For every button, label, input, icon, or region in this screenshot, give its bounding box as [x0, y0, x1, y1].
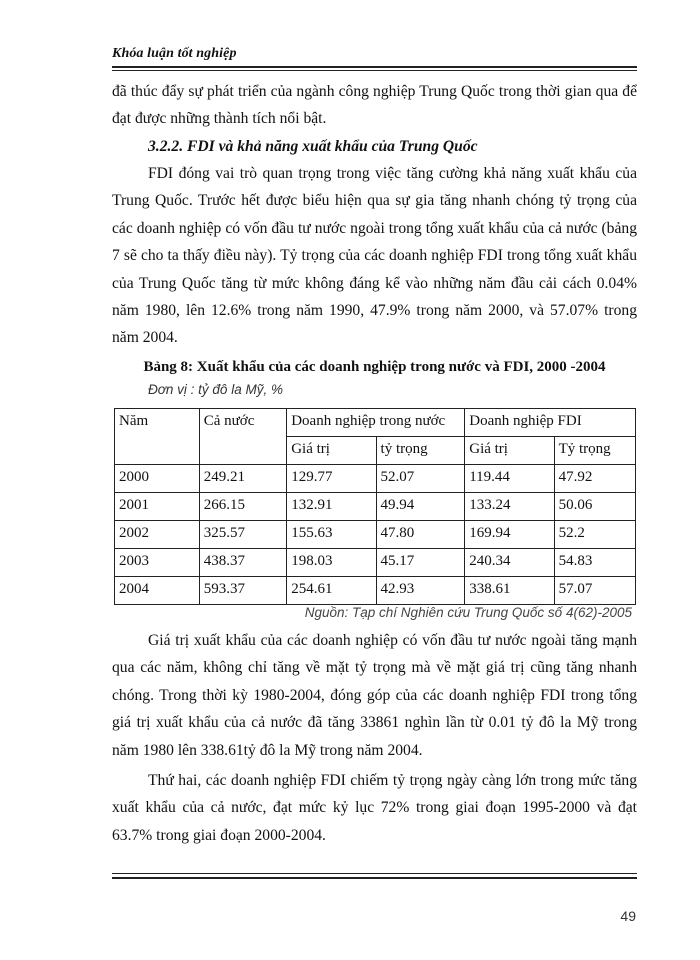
cell-fdi-share: 57.07: [554, 577, 635, 605]
cell-fdi-value: 338.61: [465, 577, 554, 605]
cell-year: 2003: [115, 549, 200, 577]
cell-domestic-value: 132.91: [287, 493, 376, 521]
table-row: [115, 521, 636, 549]
cell-fdi-value: 240.34: [465, 549, 554, 577]
cell-domestic-value: 155.63: [287, 521, 376, 549]
intro-paragraph: đã thúc đẩy sự phát triển của ngành công nghiệp Trung Quốc trong thời gian qua để đạt được những thành tích nổi bật.: [112, 83, 637, 128]
page-number: 49: [620, 908, 636, 924]
section-heading: 3.2.2. FDI và khả năng xuất khẩu của Trung Quốc: [148, 138, 478, 155]
cell-fdi-share: 47.92: [554, 465, 635, 493]
paragraph-fdi-share: FDI đóng vai trò quan trọng trong việc tăng cường khả năng xuất khẩu của Trung Quốc. Trước hết được biểu hiện qua sự gia tăng nhanh chóng tỷ trọng của các doanh nghiệp có vốn đầu tư nước ngoài trong tổng xuất khẩu của cả nước (bảng 7 sẽ cho ta thấy điều này). Tỷ trọng của các doanh nghiệp FDI trong tổng xuất khẩu của Trung Quốc tăng từ mức không đáng kể vào những năm đầu cải cách 0.04% năm 1980, lên 12.6% trong năm 1990, 47.9% trong năm 2000, và 57.07% trong năm 2004.: [112, 165, 637, 347]
cell-year: 2001: [115, 493, 200, 521]
cell-domestic-share: 52.07: [376, 465, 465, 493]
footer-rule-thin: [112, 873, 637, 874]
cell-year: 2000: [115, 465, 200, 493]
header-year: Năm: [115, 409, 200, 465]
cell-fdi-share: 52.2: [554, 521, 635, 549]
paragraph-value-growth: Giá trị xuất khẩu của các doanh nghiệp có vốn đầu tư nước ngoài tăng mạnh qua các năm, không chỉ tăng về mặt tỷ trọng mà về mặt giá trị cũng tăng nhanh chóng. Trong thời kỳ 1980-2004, đóng góp của các doanh nghiệp FDI trong tổng giá trị xuất khẩu của cả nước đã tăng 33861 nghìn lần từ 0.01 tỷ đô la Mỹ trong năm 1980 lên 338.61tỷ đô la Mỹ trong năm 2004.: [112, 632, 637, 759]
cell-domestic-value: 254.61: [287, 577, 376, 605]
cell-domestic-share: 45.17: [376, 549, 465, 577]
cell-total: 249.21: [199, 465, 287, 493]
running-header: Khóa luận tốt nghiệp: [112, 46, 237, 61]
cell-total: 593.37: [199, 577, 287, 605]
header-domestic-value: Giá trị: [287, 437, 376, 465]
table-title: Bảng 8: Xuất khẩu của các doanh nghiệp trong nước và FDI, 2000 -2004: [143, 359, 606, 375]
header-fdi-value: Giá trị: [465, 437, 554, 465]
cell-domestic-value: 198.03: [287, 549, 376, 577]
table-source: Nguồn: Tạp chí Nghiên cứu Trung Quốc số 4(62)-2005: [304, 605, 632, 620]
header-fdi: Doanh nghiệp FDI: [465, 409, 636, 437]
paragraph-record: Thứ hai, các doanh nghiệp FDI chiếm tỷ trọng ngày càng lớn trong mức tăng xuất khẩu của cả nước, đạt mức kỷ lục 72% trong giai đoạn 1995-2000 và đạt 63.7% trong giai đoạn 2000-2004.: [112, 772, 637, 844]
cell-total: 266.15: [199, 493, 287, 521]
cell-total: 438.37: [199, 549, 287, 577]
header-rule: [112, 66, 637, 68]
cell-total: 325.57: [199, 521, 287, 549]
cell-fdi-value: 169.94: [465, 521, 554, 549]
table-header-row: [115, 409, 636, 437]
cell-domestic-share: 49.94: [376, 493, 465, 521]
cell-year: 2002: [115, 521, 200, 549]
cell-domestic-value: 129.77: [287, 465, 376, 493]
header-rule-thin: [112, 70, 637, 71]
export-table: [114, 408, 636, 605]
table-row: [115, 493, 636, 521]
table-row: [115, 549, 636, 577]
table-row: [115, 465, 636, 493]
table-unit: Đơn vị : tỷ đô la Mỹ, %: [148, 382, 283, 397]
header-domestic-share: tỷ trọng: [376, 437, 465, 465]
header-fdi-share: Tỷ trọng: [554, 437, 635, 465]
cell-fdi-share: 54.83: [554, 549, 635, 577]
table-row: [115, 577, 636, 605]
cell-fdi-value: 133.24: [465, 493, 554, 521]
header-domestic: Doanh nghiệp trong nước: [287, 409, 465, 437]
cell-domestic-share: 47.80: [376, 521, 465, 549]
cell-fdi-share: 50.06: [554, 493, 635, 521]
footer-rule: [112, 877, 637, 879]
cell-year: 2004: [115, 577, 200, 605]
header-total: Cả nước: [199, 409, 287, 465]
cell-domestic-share: 42.93: [376, 577, 465, 605]
cell-fdi-value: 119.44: [465, 465, 554, 493]
